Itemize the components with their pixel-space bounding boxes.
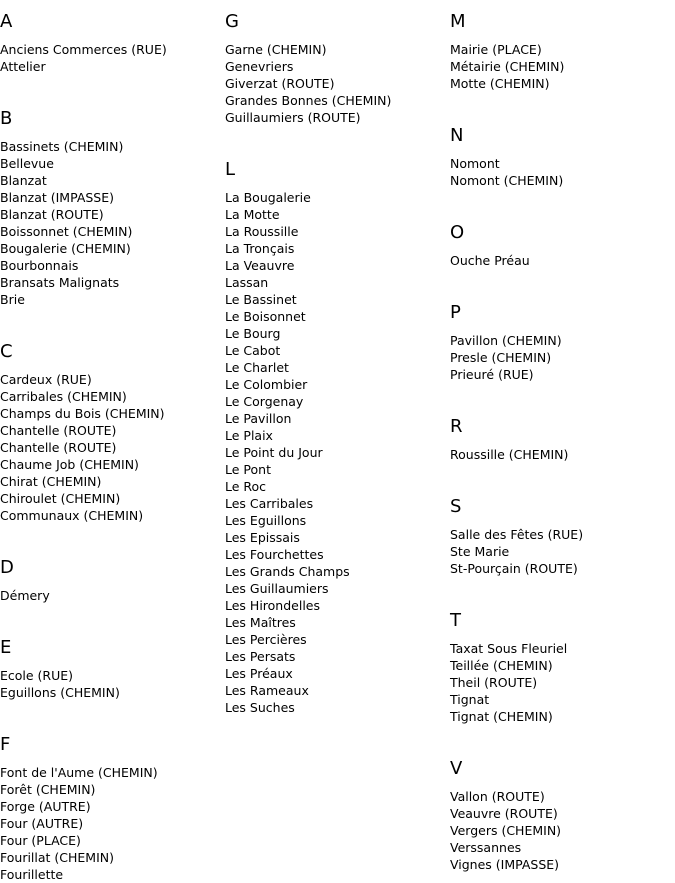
street-list-item: Forge (AUTRE) — [0, 799, 91, 814]
street-list — [225, 41, 445, 126]
letter-section — [450, 222, 675, 291]
section-letter-heading: L — [225, 159, 236, 180]
street-list — [450, 332, 675, 383]
street-list-item: Le Corgenay — [225, 394, 304, 409]
street-list-item: Veauvre (ROUTE) — [450, 806, 558, 821]
section-letter-heading: N — [450, 125, 464, 146]
street-list — [0, 371, 220, 524]
section-spacer — [0, 308, 220, 330]
street-list — [450, 788, 675, 873]
section-spacer — [450, 189, 675, 211]
street-list-item: Les Fourchettes — [225, 547, 324, 562]
section-letter-heading: G — [225, 11, 239, 32]
street-list-item: Salle des Fêtes (RUE) — [450, 527, 584, 542]
street-list-item: Fourillat (CHEMIN) — [0, 850, 115, 865]
letter-section — [450, 11, 675, 114]
street-list — [0, 41, 220, 75]
street-index-column-2 — [225, 0, 445, 716]
section-spacer — [0, 524, 220, 546]
section-spacer — [0, 75, 220, 97]
section-letter-heading: T — [450, 610, 461, 631]
street-list — [450, 446, 675, 463]
section-letter-heading: V — [450, 758, 463, 779]
street-list-item: La Roussille — [225, 224, 299, 239]
street-list-item: Ste Marie — [450, 544, 510, 559]
street-list — [225, 189, 445, 716]
street-list-item: Démery — [0, 588, 50, 603]
street-list-item: Champs du Bois (CHEMIN) — [0, 406, 165, 421]
street-list-item: Cardeux (RUE) — [0, 372, 92, 387]
street-list-item: Bransats Malignats — [0, 275, 120, 290]
letter-section — [450, 125, 675, 211]
section-letter-heading: F — [0, 734, 11, 755]
street-list-item: Le Colombier — [225, 377, 308, 392]
street-list-item: Tignat (CHEMIN) — [450, 709, 553, 724]
section-spacer — [0, 701, 220, 723]
street-list-item: Eguillons (CHEMIN) — [0, 685, 120, 700]
section-spacer — [450, 269, 675, 291]
street-list — [450, 640, 675, 725]
section-spacer — [450, 463, 675, 485]
street-list-item: Mairie (PLACE) — [450, 42, 542, 57]
street-list-item: Les Rameaux — [225, 683, 309, 698]
street-list-item: Le Bassinet — [225, 292, 297, 307]
street-list-item: Chiroulet (CHEMIN) — [0, 491, 121, 506]
street-list-item: Bassinets (CHEMIN) — [0, 139, 124, 154]
section-spacer — [450, 725, 675, 747]
street-list-item: Les Persats — [225, 649, 296, 664]
letter-section — [450, 496, 675, 599]
street-index-column-1 — [0, 0, 220, 883]
street-list-item: Font de l'Aume (CHEMIN) — [0, 765, 158, 780]
street-list-item: Four (PLACE) — [0, 833, 81, 848]
street-list-item: Garne (CHEMIN) — [225, 42, 327, 57]
street-list-item: Les Grands Champs — [225, 564, 350, 579]
letter-section — [0, 11, 220, 97]
street-list-item: Blanzat (IMPASSE) — [0, 190, 115, 205]
street-list-item: Boissonnet (CHEMIN) — [0, 224, 133, 239]
street-list-item: Bourbonnais — [0, 258, 79, 273]
street-list-item: Vergers (CHEMIN) — [450, 823, 562, 838]
street-list-item: Brie — [0, 292, 25, 307]
street-list-item: La Tronçais — [225, 241, 295, 256]
street-list-item: Bellevue — [0, 156, 54, 171]
street-list-item: Les Maîtres — [225, 615, 296, 630]
section-letter-heading: R — [450, 416, 463, 437]
street-list-item: Métairie (CHEMIN) — [450, 59, 565, 74]
section-letter-heading: M — [450, 11, 466, 32]
section-letter-heading: E — [0, 637, 12, 658]
street-list-item: Les Guillaumiers — [225, 581, 329, 596]
street-list — [0, 667, 220, 701]
street-list-item: Ouche Préau — [450, 253, 530, 268]
section-spacer — [225, 126, 445, 148]
letter-section — [450, 416, 675, 485]
street-list-item: Teillée (CHEMIN) — [450, 658, 553, 673]
street-list-item: Forêt (CHEMIN) — [0, 782, 96, 797]
street-list-item: Roussille (CHEMIN) — [450, 447, 569, 462]
section-letter-heading: C — [0, 341, 13, 362]
section-letter-heading: B — [0, 108, 13, 129]
street-list-item: Le Pavillon — [225, 411, 292, 426]
street-list-item: Prieuré (RUE) — [450, 367, 534, 382]
street-list-item: St-Pourçain (ROUTE) — [450, 561, 578, 576]
street-list-item: Theil (ROUTE) — [450, 675, 538, 690]
street-list — [450, 252, 675, 269]
street-list-item: Vignes (IMPASSE) — [450, 857, 560, 872]
street-list-item: Le Cabot — [225, 343, 281, 358]
street-list-item: Les Epissais — [225, 530, 300, 545]
street-list-item: Motte (CHEMIN) — [450, 76, 550, 91]
street-list-item: Grandes Bonnes (CHEMIN) — [225, 93, 392, 108]
street-list-item: Carribales (CHEMIN) — [0, 389, 127, 404]
street-list-item: Chirat (CHEMIN) — [0, 474, 102, 489]
street-list-item: Bougalerie (CHEMIN) — [0, 241, 131, 256]
street-list-item: Le Pont — [225, 462, 271, 477]
street-list-item: Les Hirondelles — [225, 598, 321, 613]
street-list-item: Blanzat (ROUTE) — [0, 207, 104, 222]
street-list-item: Verssannes — [450, 840, 522, 855]
street-list-item: Giverzat (ROUTE) — [225, 76, 335, 91]
section-spacer — [450, 92, 675, 114]
street-list-item: Le Roc — [225, 479, 267, 494]
street-list — [450, 526, 675, 577]
street-list-item: Communaux (CHEMIN) — [0, 508, 144, 523]
street-list — [0, 764, 220, 883]
section-letter-heading: S — [450, 496, 462, 517]
letter-section — [0, 637, 220, 723]
street-list-item: Blanzat — [0, 173, 47, 188]
street-list-item: Les Préaux — [225, 666, 293, 681]
street-list-item: Les Eguillons — [225, 513, 307, 528]
letter-section — [0, 108, 220, 330]
street-list-item: Le Charlet — [225, 360, 289, 375]
street-index-column-3 — [450, 0, 675, 873]
letter-section — [0, 557, 220, 626]
section-spacer — [450, 577, 675, 599]
street-list-item: Chantelle (ROUTE) — [0, 440, 117, 455]
street-list — [0, 138, 220, 308]
section-letter-heading: A — [0, 11, 13, 32]
street-list-item: La Motte — [225, 207, 280, 222]
section-spacer — [450, 383, 675, 405]
letter-section — [225, 11, 445, 148]
street-list-item: Tignat — [450, 692, 490, 707]
street-list-item: Nomont — [450, 156, 500, 171]
street-list-item: Le Point du Jour — [225, 445, 323, 460]
street-list-item: Le Plaix — [225, 428, 273, 443]
street-list-item: Chaume Job (CHEMIN) — [0, 457, 139, 472]
letter-section — [450, 758, 675, 873]
street-list — [0, 587, 220, 604]
street-list-item: Nomont (CHEMIN) — [450, 173, 564, 188]
street-list-item: Attelier — [0, 59, 46, 74]
street-list-item: Le Boisonnet — [225, 309, 306, 324]
street-list-item: Ecole (RUE) — [0, 668, 74, 683]
section-letter-heading: D — [0, 557, 14, 578]
street-list-item: La Veauvre — [225, 258, 295, 273]
street-list-item: Les Percières — [225, 632, 307, 647]
street-list-item: Presle (CHEMIN) — [450, 350, 552, 365]
street-list-item: Vallon (ROUTE) — [450, 789, 545, 804]
section-letter-heading: P — [450, 302, 461, 323]
street-list-item: Fourillette — [0, 867, 64, 882]
street-list-item: Le Bourg — [225, 326, 281, 341]
street-list — [450, 155, 675, 189]
letter-section — [0, 341, 220, 546]
section-spacer — [0, 604, 220, 626]
street-list-item: Four (AUTRE) — [0, 816, 84, 831]
street-list-item: Les Carribales — [225, 496, 314, 511]
street-list-item: Lassan — [225, 275, 269, 290]
street-list-item: Chantelle (ROUTE) — [0, 423, 117, 438]
letter-section — [450, 302, 675, 405]
street-list-item: Guillaumiers (ROUTE) — [225, 110, 361, 125]
street-list — [450, 41, 675, 92]
section-letter-heading: O — [450, 222, 465, 243]
street-list-item: Taxat Sous Fleuriel — [450, 641, 568, 656]
street-list-item: Pavillon (CHEMIN) — [450, 333, 562, 348]
letter-section — [0, 734, 220, 883]
street-list-item: Les Suches — [225, 700, 295, 715]
street-list-item: La Bougalerie — [225, 190, 311, 205]
street-list-item: Anciens Commerces (RUE) — [0, 42, 167, 57]
street-list-item: Genevriers — [225, 59, 294, 74]
letter-section — [450, 610, 675, 747]
letter-section — [225, 159, 445, 716]
